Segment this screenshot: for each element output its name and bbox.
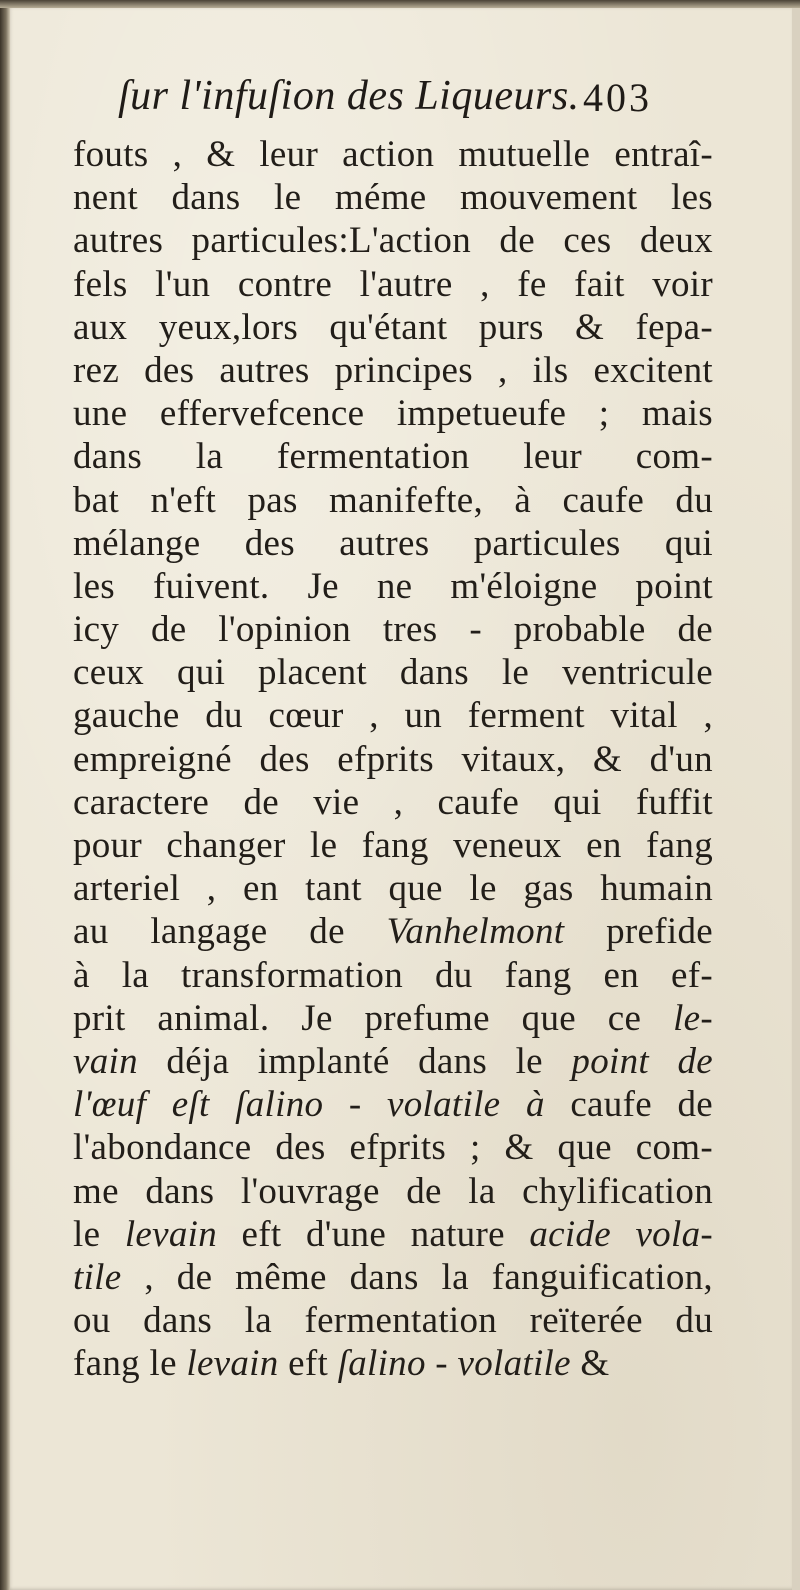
text-line (73, 1342, 713, 1385)
text-segment: le (73, 1213, 125, 1255)
text-line (73, 565, 713, 608)
text-segment: caufe de (544, 1084, 713, 1126)
page-top-edge (0, 0, 800, 8)
text-segment: prit animal. Je prefume que ce (73, 997, 674, 1039)
page-number: 403 (583, 75, 652, 120)
italic-text: point de (571, 1040, 714, 1082)
italic-text: tile (73, 1256, 122, 1298)
italic-text: l'œuf eſt ſalino - volatile à (73, 1084, 545, 1126)
text-line (73, 435, 713, 478)
italic-text: ſalino - volatile (337, 1343, 571, 1385)
text-line (73, 694, 713, 737)
text-line (73, 781, 713, 824)
text-line (73, 306, 713, 349)
text-segment: eft d'une nature (217, 1213, 530, 1255)
text-segment: autres particules:L'action de ces deux (73, 220, 713, 262)
text-segment: bat n'eft pas manifefte, à caufe du (73, 479, 713, 521)
text-line (73, 1213, 713, 1256)
text-segment: me dans l'ouvrage de la chylification (73, 1170, 713, 1212)
text-segment: icy de l'opinion tres - probable de (73, 609, 713, 651)
text-segment: gauche du cœur , un ferment vital , (73, 695, 713, 737)
text-segment: , de même dans la fanguification, (121, 1256, 713, 1298)
text-line (73, 608, 713, 651)
italic-text: levain (124, 1213, 218, 1255)
text-line (73, 392, 713, 435)
italic-text: levain (186, 1343, 279, 1385)
text-line (73, 219, 713, 262)
text-line (73, 954, 713, 997)
text-line (73, 1126, 713, 1169)
text-segment: rez des autres principes , ils excitent (73, 349, 713, 391)
italic-text: le- (673, 997, 713, 1039)
italic-text: Vanhelmont (386, 911, 565, 953)
text-segment: ceux qui placent dans le ventricule (73, 652, 713, 694)
text-segment: arteriel , en tant que le gas humain (73, 868, 713, 910)
text-segment: caractere de vie , caufe qui fuffit (73, 781, 713, 823)
body-text (73, 133, 713, 1385)
text-segment: fels l'un contre l'autre , fe fait voir (73, 263, 713, 305)
text-line (73, 997, 713, 1040)
text-line (73, 176, 713, 219)
page-header (118, 72, 758, 132)
italic-text: acide vola- (529, 1213, 713, 1255)
text-line (73, 1256, 713, 1299)
text-segment: prefide (564, 911, 714, 953)
text-line (73, 133, 713, 176)
text-line (73, 1083, 713, 1126)
text-line (73, 479, 713, 522)
text-line (73, 910, 713, 953)
text-segment: l'abondance des efprits ; & que com- (73, 1127, 713, 1169)
text-segment: empreigné des efprits vitaux, & d'un (73, 738, 713, 780)
text-segment: eft (278, 1343, 338, 1385)
text-line (73, 1170, 713, 1213)
running-title: ſur l'infuſion des Liqueurs. (118, 73, 580, 119)
book-spine-shadow (0, 0, 10, 1590)
text-line (73, 522, 713, 565)
text-segment: dans la fermentation leur com- (73, 436, 713, 478)
italic-text: vain (73, 1040, 138, 1082)
text-line (73, 263, 713, 306)
text-line (73, 824, 713, 867)
text-segment: aux yeux,lors qu'étant purs & fepa- (73, 306, 713, 348)
text-line (73, 738, 713, 781)
text-segment: les fuivent. Je ne m'éloigne point (73, 565, 713, 607)
text-segment: au langage de (73, 911, 387, 953)
text-segment: ou dans la fermentation reïterée du (73, 1300, 713, 1342)
text-segment: fouts , & leur action mutuelle entraî- (73, 134, 713, 175)
text-segment: une effervefcence impetueufe ; mais (73, 393, 713, 435)
text-line (73, 1040, 713, 1083)
text-line (73, 867, 713, 910)
text-line (73, 651, 713, 694)
text-line (73, 349, 713, 392)
text-segment: mélange des autres particules qui (73, 522, 713, 564)
text-segment: fang le (73, 1343, 187, 1385)
text-line (73, 1299, 713, 1342)
text-segment: nent dans le méme mouvement les (73, 177, 713, 219)
text-segment: pour changer le fang veneux en fang (73, 825, 713, 866)
text-segment: & (570, 1343, 610, 1385)
text-segment: déja implanté dans le (137, 1040, 572, 1082)
text-segment: à la transformation du fang en ef- (73, 954, 713, 996)
